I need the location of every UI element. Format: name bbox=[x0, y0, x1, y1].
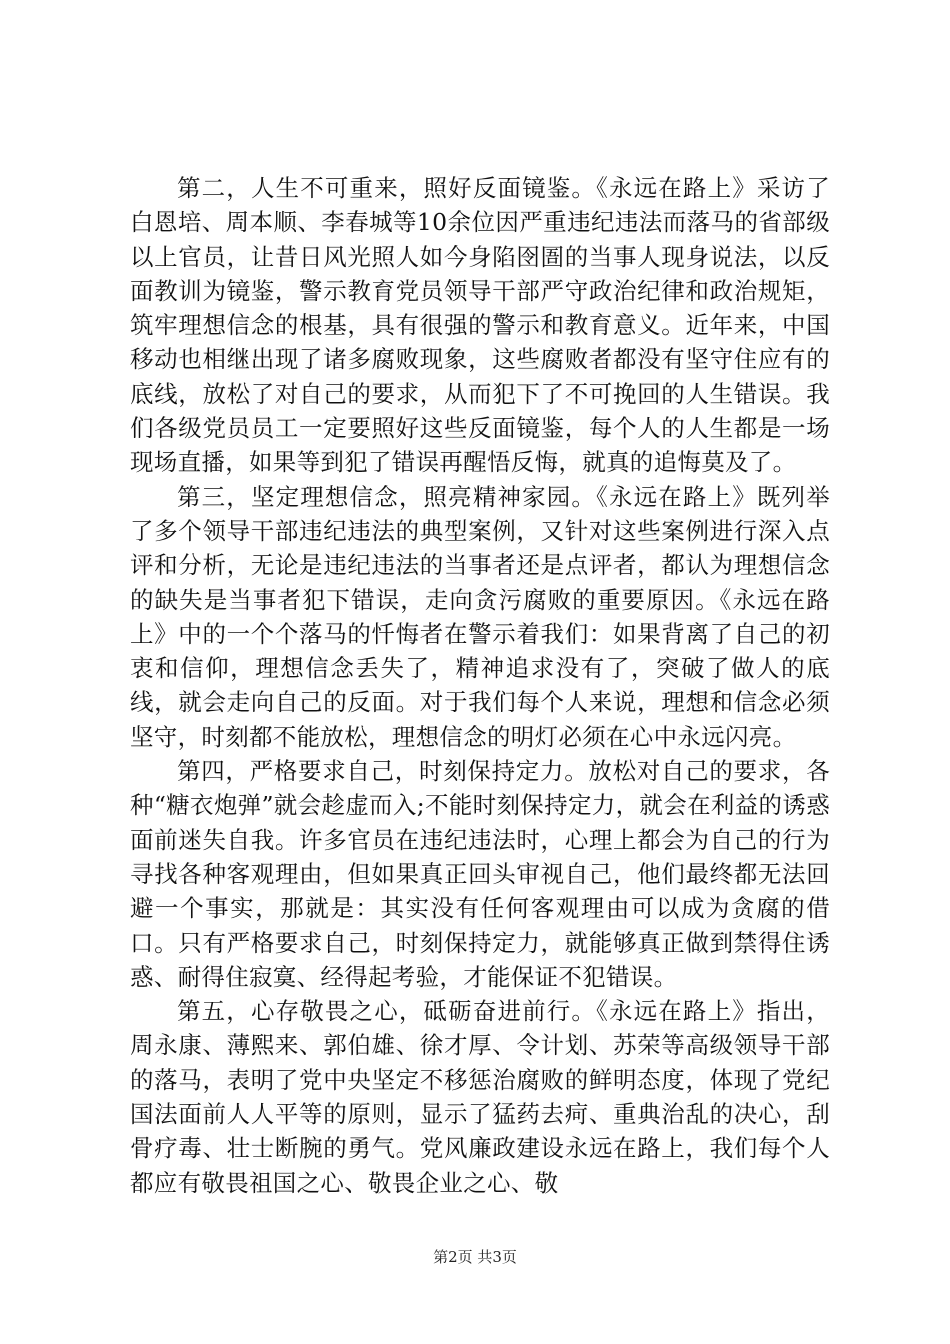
paragraph-third-point: 第三，坚定理想信念，照亮精神家园。《永远在路上》既列举了多个领导干部违纪违法的典型案例，又针对这些案例进行深入点评和分析，无论是违纪违法的当事者还是点评者，都认为理想信念的缺失是当事者犯下错误，走向贪污腐败的重要原因。《永远在路上》中的一个个落马的忏悔者在警示着我们：如果背离了自己的初衷和信仰，理想信念丢失了，精神追求没有了，突破了做人的底线，就会走向自己的反面。对于我们每个人来说，理想和信念必须坚守，时刻都不能放松，理想信念的明灯必须在心中永远闪亮。 bbox=[130, 482, 830, 751]
document-body bbox=[130, 171, 830, 1200]
paragraph-fifth-point: 第五，心存敬畏之心，砥砺奋进前行。《永远在路上》指出，周永康、薄熙来、郭伯雄、徐才厚、令计划、苏荣等高级领导干部的落马，表明了党中央坚定不移惩治腐败的鲜明态度，体现了党纪国法面前人人平等的原则，显示了猛药去疴、重典治乱的决心，刮骨疗毒、壮士断腕的勇气。党风廉政建设永远在路上，我们每个人都应有敬畏祖国之心、敬畏企业之心、敬 bbox=[130, 997, 830, 1197]
paragraph-second-point: 第二，人生不可重来，照好反面镜鉴。《永远在路上》采访了白恩培、周本顺、李春城等10余位因严重违纪违法而落马的省部级以上官员，让昔日风光照人如今身陷囹圄的当事人现身说法，以反面教训为镜鉴，警示教育党员领导干部严守政治纪律和政治规矩，筑牢理想信念的根基，具有很强的警示和教育意义。近年来，中国移动也相继出现了诸多腐败现象，这些腐败者都没有坚守住应有的底线，放松了对自己的要求，从而犯下了不可挽回的人生错误。我们各级党员员工一定要照好这些反面镜鉴，每个人的人生都是一场现场直播，如果等到犯了错误再醒悟反悔，就真的追悔莫及了。 bbox=[130, 174, 830, 477]
paragraph-fourth-point: 第四，严格要求自己，时刻保持定力。放松对自己的要求，各种“糖衣炮弹”就会趁虚而入;不能时刻保持定力，就会在利益的诱惑面前迷失自我。许多官员在违纪违法时，心理上都会为自己的行为寻找各种客观理由，但如果真正回头审视自己，他们最终都无法回避一个事实，那就是：其实没有任何客观理由可以成为贪腐的借口。只有严格要求自己，时刻保持定力，就能够真正做到禁得住诱惑、耐得住寂寞、经得起考验，才能保证不犯错误。 bbox=[130, 757, 830, 991]
page-number-footer: 第2页 共3页 bbox=[433, 1248, 517, 1266]
